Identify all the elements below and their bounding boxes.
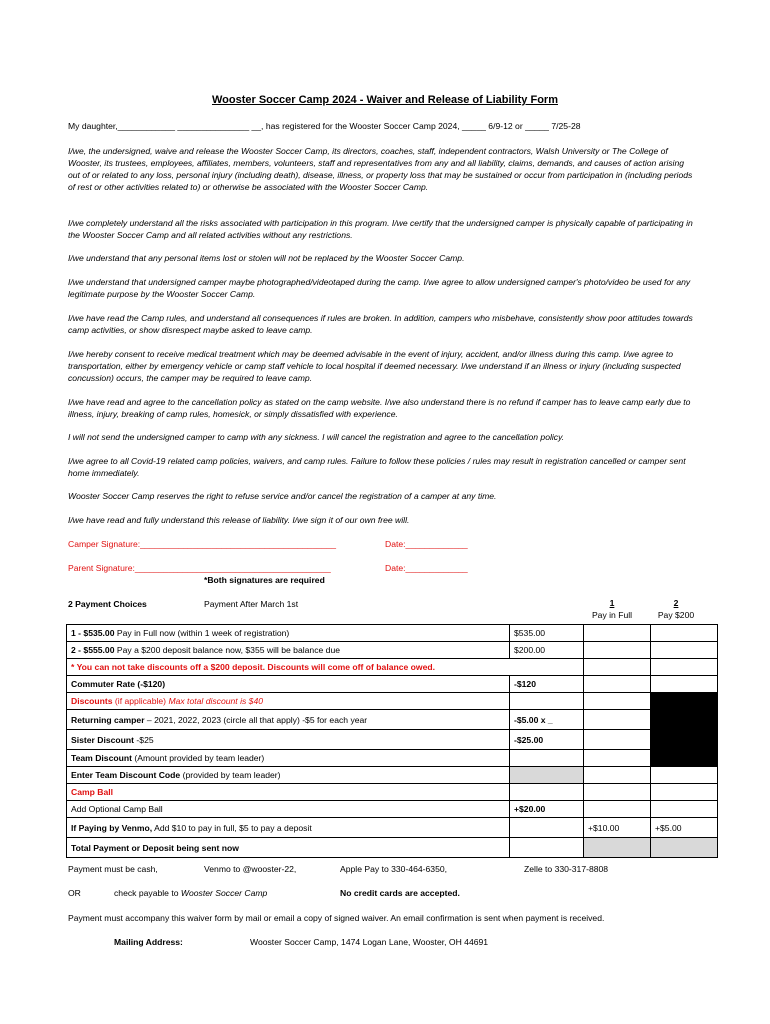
returning-camper-label: Returning camper bbox=[71, 714, 145, 725]
intro-line: My daughter,____________ _______________ __, has registered for the Wooster Soccer Camp 2024, _____ 6/9-12 or _____ 7/25-28 bbox=[68, 121, 581, 131]
discounts-max: Max total discount is $40 bbox=[168, 696, 264, 706]
commuter-rate-label: Commuter Rate (-$120) bbox=[67, 676, 510, 693]
waiver-paragraph: I/we agree to all Covid-19 related camp policies, waivers, and camp rules. Failure to follow these policies / rules may result in registration cancelled or camper sent home immediately. bbox=[68, 456, 686, 478]
pay-full-cell[interactable] bbox=[584, 693, 651, 710]
total-deposit-input[interactable] bbox=[651, 838, 718, 858]
column-2-label: Pay $200 bbox=[657, 610, 695, 620]
table-row bbox=[67, 750, 718, 767]
pay-deposit-cell[interactable] bbox=[651, 642, 718, 659]
blocked-cell bbox=[651, 693, 718, 767]
option-2-cell bbox=[67, 642, 510, 659]
column-2-number: 2 bbox=[673, 598, 679, 608]
payment-cash: Payment must be cash, bbox=[68, 864, 158, 874]
commuter-rate-value: -$120 bbox=[510, 676, 584, 693]
sister-discount-label: Sister Discount bbox=[71, 734, 135, 745]
table-row bbox=[67, 730, 718, 750]
table-row bbox=[67, 625, 718, 642]
discounts-header bbox=[67, 693, 510, 710]
waiver-paragraph: I/we have read and fully understand this release of liability. I/we sign it of our own free will. bbox=[68, 515, 410, 525]
pay-deposit-cell[interactable] bbox=[651, 659, 718, 676]
payment-or: OR bbox=[68, 888, 81, 898]
team-code-label: Enter Team Discount Code bbox=[71, 770, 181, 780]
option-1-cell bbox=[67, 625, 510, 642]
pay-full-cell[interactable] bbox=[584, 625, 651, 642]
table-row bbox=[67, 767, 718, 784]
pay-full-cell[interactable] bbox=[584, 801, 651, 818]
payment-check bbox=[114, 888, 267, 898]
table-row bbox=[67, 784, 718, 801]
venmo-fee-cell bbox=[67, 818, 510, 838]
team-discount-value[interactable] bbox=[510, 750, 584, 767]
camper-date-line[interactable]: Date:_____________ bbox=[385, 539, 468, 549]
pay-full-cell[interactable] bbox=[584, 710, 651, 730]
column-1-label: Pay in Full bbox=[591, 610, 633, 620]
sister-discount-text: -$25 bbox=[134, 734, 154, 745]
option-2-price: 2 - $555.00 bbox=[71, 645, 115, 655]
payment-table bbox=[66, 624, 718, 858]
pay-full-cell[interactable] bbox=[584, 784, 651, 801]
waiver-paragraph: I/we completely understand all the risks associated with participation in this program. I/we certify that the undersigned camper is physically capable of participating in the Wooster Soccer Camp and all related activities without any restrictions. bbox=[68, 218, 693, 240]
table-row bbox=[67, 676, 718, 693]
team-code-cell bbox=[67, 767, 510, 784]
waiver-paragraph: I/we, the undersigned, waive and release the Wooster Soccer Camp, its directors, coaches, staff, independent contractors, Walsh University or The College of Wooster, its trustees, employees, affiliates, members, volunteers, staff and representatives from any and all liability, claims, demands, and causes of action arising out of or related to any loss, personal injury (including death), disease, illness, or property loss that may be sustained or occur from participation in (including periods of rest or other activities related to) or otherwise be associated with the Wooster Soccer Camp. bbox=[68, 146, 693, 192]
camp-ball-price: +$20.00 bbox=[510, 801, 584, 818]
pay-deposit-cell[interactable] bbox=[651, 676, 718, 693]
camp-ball-header: Camp Ball bbox=[67, 784, 510, 801]
option-2-text: Pay a $200 deposit balance now, $355 will be balance due bbox=[114, 645, 340, 655]
team-discount-text: (Amount provided by team leader) bbox=[131, 753, 265, 763]
table-row bbox=[67, 838, 718, 858]
venmo-deposit-fee: +$5.00 bbox=[651, 818, 718, 838]
waiver-paragraph: I/we understand that undersigned camper maybe photographed/videotaped during the camp. I/we agree to allow undersigned camper's photo/video be used for any legitimate purpose by the Wooster Soccer Camp. bbox=[68, 277, 691, 299]
returning-camper-cell bbox=[67, 710, 510, 730]
payment-accompany-note: Payment must accompany this waiver form by mail or email a copy of signed waiver. An email confirmation is sent when payment is received. bbox=[68, 913, 605, 923]
option-2-value: $200.00 bbox=[510, 642, 584, 659]
total-full-input[interactable] bbox=[584, 838, 651, 858]
pay-full-cell[interactable] bbox=[584, 676, 651, 693]
camp-ball-value bbox=[510, 784, 584, 801]
team-code-text: (provided by team leader) bbox=[180, 770, 281, 780]
table-row bbox=[67, 818, 718, 838]
pay-full-cell[interactable] bbox=[584, 767, 651, 784]
payment-zelle: Zelle to 330-317-8808 bbox=[524, 864, 609, 874]
pay-deposit-cell[interactable] bbox=[651, 784, 718, 801]
payment-choices-label: 2 Payment Choices bbox=[68, 599, 147, 609]
table-row bbox=[67, 801, 718, 818]
check-prefix: check payable to bbox=[114, 888, 181, 898]
mailing-address-label: Mailing Address: bbox=[114, 937, 183, 947]
venmo-fee-value bbox=[510, 818, 584, 838]
payment-apple-pay: Apple Pay to 330-464-6350, bbox=[340, 864, 448, 874]
pay-full-cell[interactable] bbox=[584, 642, 651, 659]
total-value bbox=[510, 838, 584, 858]
pay-full-cell[interactable] bbox=[584, 750, 651, 767]
sister-discount-cell bbox=[67, 730, 510, 750]
check-payee: Wooster Soccer Camp bbox=[180, 888, 268, 898]
waiver-paragraph: I/we have read the Camp rules, and understand all consequences if rules are broken. In addition, campers who misbehave, consistently show poor attitudes towards camp activities, or show disrespect maybe asked to leave camp. bbox=[68, 313, 693, 335]
no-credit-cards: No credit cards are accepted. bbox=[340, 888, 460, 898]
waiver-paragraph: I will not send the undersigned camper to camp with any sickness. I will cancel the registration and agree to the cancellation policy. bbox=[68, 432, 565, 442]
team-discount-cell bbox=[67, 750, 510, 767]
discounts-label: Discounts bbox=[71, 696, 113, 706]
team-discount-label: Team Discount bbox=[71, 753, 132, 763]
camp-ball-label: Add Optional Camp Ball bbox=[67, 801, 510, 818]
table-row bbox=[67, 710, 718, 730]
venmo-fee-label: If Paying by Venmo, bbox=[71, 822, 153, 833]
table-row bbox=[67, 642, 718, 659]
parent-date-line[interactable]: Date:_____________ bbox=[385, 563, 468, 573]
parent-signature-line[interactable]: Parent Signature:_________________________________________ bbox=[68, 563, 331, 573]
pay-deposit-cell[interactable] bbox=[651, 767, 718, 784]
payment-after-march: Payment After March 1st bbox=[204, 599, 299, 609]
waiver-paragraph: I/we hereby consent to receive medical treatment which may be deemed advisable in the event of injury, accident, and/or illness during this camp. I/we agree to transportation, either by emergency vehicle or camp staff vehicle to local hospital if deemed necessary. I/we understand if an illness or injury (including suspected concussion) occurs, the camper may be required to leave camp. bbox=[68, 349, 681, 383]
table-row bbox=[67, 693, 718, 710]
pay-full-cell[interactable] bbox=[584, 730, 651, 750]
pay-deposit-cell[interactable] bbox=[651, 801, 718, 818]
signature-note: *Both signatures are required bbox=[204, 575, 325, 585]
mailing-address: Wooster Soccer Camp, 1474 Logan Lane, Wooster, OH 44691 bbox=[250, 937, 489, 947]
page-title: Wooster Soccer Camp 2024 - Waiver and Release of Liability Form bbox=[211, 94, 558, 106]
payment-venmo: Venmo to @wooster-22, bbox=[204, 864, 297, 874]
returning-camper-text: – 2021, 2022, 2023 (circle all that apply) -$5 for each year bbox=[144, 714, 368, 725]
deposit-warning: * You can not take discounts off a $200 deposit. Discounts will come off of balance owed. bbox=[67, 659, 584, 676]
table-row bbox=[67, 659, 718, 676]
total-label: Total Payment or Deposit being sent now bbox=[67, 838, 510, 858]
waiver-paragraph: I/we understand that any personal items lost or stolen will not be replaced by the Wooster Soccer Camp. bbox=[68, 253, 465, 263]
pay-full-cell[interactable] bbox=[584, 659, 651, 676]
option-1-value: $535.00 bbox=[510, 625, 584, 642]
option-1-text: Pay in Full now (within 1 week of registration) bbox=[114, 628, 290, 638]
column-1-number: 1 bbox=[609, 598, 615, 608]
team-code-input[interactable] bbox=[510, 767, 584, 784]
discounts-note: (if applicable) bbox=[112, 696, 169, 706]
pay-deposit-cell[interactable] bbox=[651, 625, 718, 642]
discounts-value bbox=[510, 693, 584, 710]
sister-discount-value: -$25.00 bbox=[510, 730, 584, 750]
venmo-full-fee: +$10.00 bbox=[584, 818, 651, 838]
waiver-paragraph: Wooster Soccer Camp reserves the right to refuse service and/or cancel the registration of a camper at any time. bbox=[68, 491, 497, 501]
venmo-fee-text: Add $10 to pay in full, $5 to pay a deposit bbox=[152, 822, 312, 833]
camper-signature-line[interactable]: Camper Signature:_________________________________________ bbox=[68, 539, 337, 549]
returning-camper-value[interactable]: -$5.00 x _ bbox=[510, 710, 584, 730]
option-1-price: 1 - $535.00 bbox=[71, 628, 115, 638]
waiver-paragraph: I/we have read and agree to the cancellation policy as stated on the camp website. I/we also understand there is no refund if camper has to leave camp early due to illness, injury, breaking of camp rules, homesick, or simply dissatisfied with experience. bbox=[68, 397, 691, 419]
